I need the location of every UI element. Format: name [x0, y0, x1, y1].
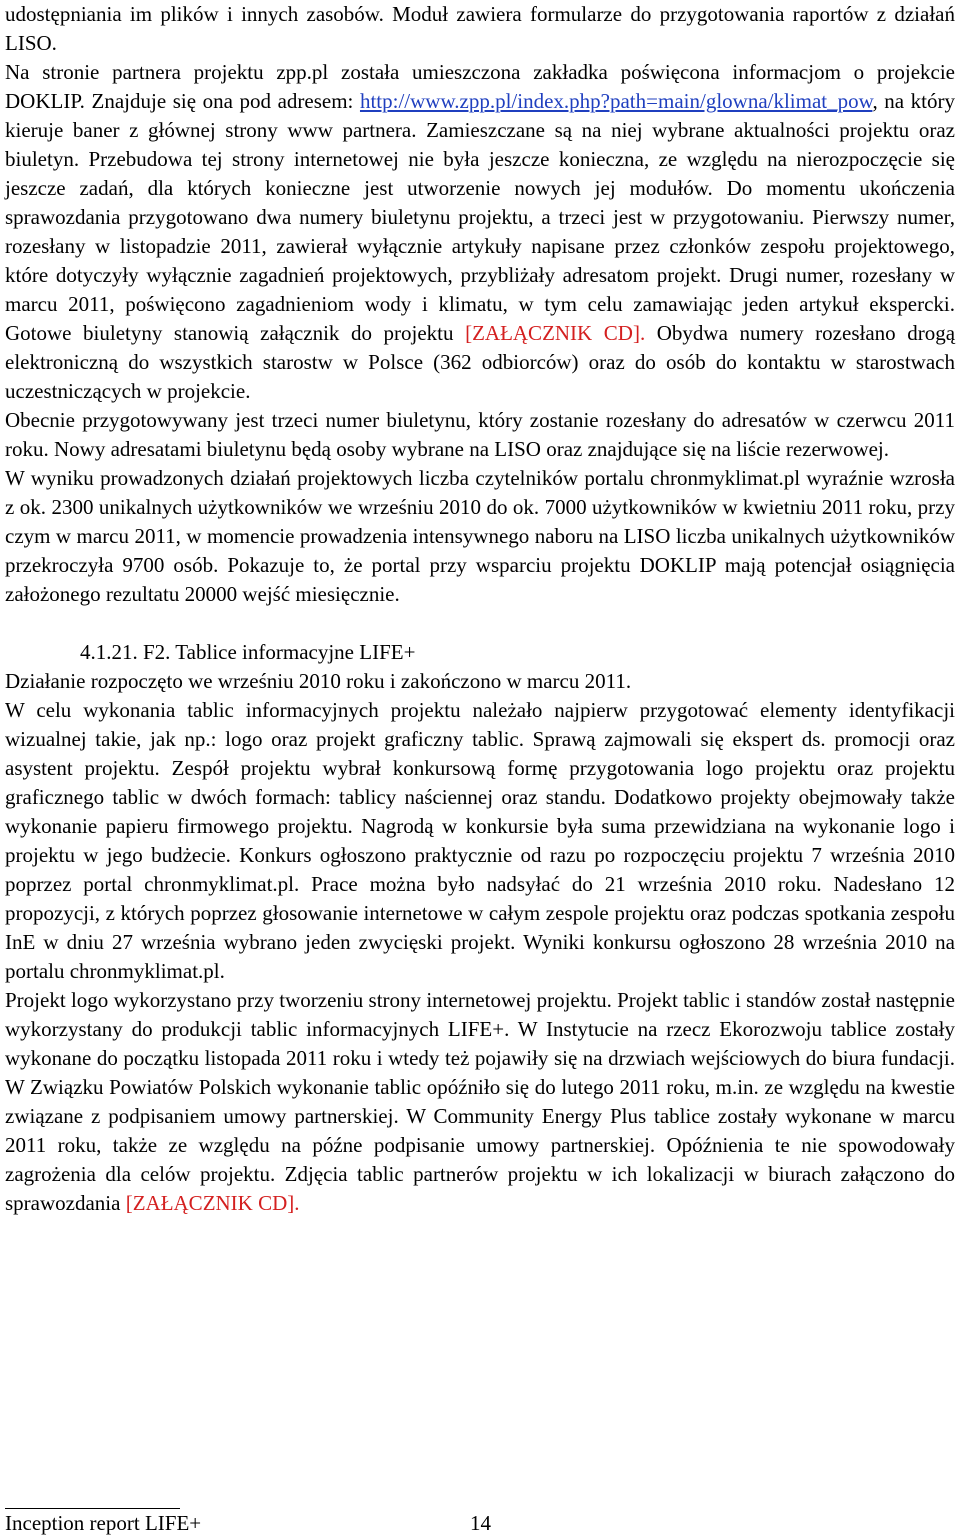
paragraph-text: Działanie rozpoczęto we wrześniu 2010 roku i zakończono w marcu 2011.: [5, 669, 632, 693]
paragraph-third-bulletin: [5, 406, 955, 464]
footer-report-title: Inception report LIFE+: [5, 1511, 202, 1535]
paragraph-text: udostępniania im plików i innych zasobów. Moduł zawiera formularze do przygotowania raportów z działań LISO.: [5, 2, 955, 55]
paragraph-text: W wyniku prowadzonych działań projektowych liczba czytelników portalu chronmyklimat.pl wyraźnie wzrosła z ok. 2300 unikalnych użytkowników we wrześniu 2010 do ok. 7000 użytkowników w kwietniu 2011 roku, przy czym w marcu 2011, w momencie prowadzenia intensywnego naboru na LISO liczba unikalnych użytkowników przekroczyła 9700 osób. Pokazuje to, że portal przy wsparciu projektu DOKLIP mają potencjał osiągnięcia założonego rezultatu 20000 wejść miesięcznie.: [5, 466, 955, 606]
paragraph-liso-module: [5, 0, 955, 58]
attachment-reference: [ZAŁĄCZNIK CD].: [465, 321, 646, 345]
paragraph-boards-production: [5, 986, 955, 1218]
paragraph-partner-website: [5, 58, 955, 406]
blank-line: [5, 609, 955, 638]
document-page: [5, 0, 955, 1218]
paragraph-timeline: [5, 667, 955, 696]
heading-text: 4.1.21. F2. Tablice informacyjne LIFE+: [80, 640, 416, 664]
section-heading: [5, 638, 955, 667]
partner-page-link[interactable]: http://www.zpp.pl/index.php?path=main/glowna/klimat_pow: [359, 89, 873, 113]
paragraph-visual-identity: [5, 696, 955, 986]
footer-page-number: 14: [470, 1511, 491, 1535]
paragraph-text: , na który kieruje baner z głównej strony www partnera. Zamieszczane są na niej wybrane aktualności projektu oraz biuletyn. Przebudowa tej strony internetowej nie była jeszcze konieczna, ze względu na nierozpoczęcie się jeszcze zadań, dla których konieczne jest utworzenie nowych jej modułów. Do momentu ukończenia sprawozdania przygotowano dwa numery biuletynu projektu, a trzeci jest w przygotowaniu. Pierwszy numer, rozesłany w listopadzie 2011, zawierał wyłącznie artykuły napisane przez członków zespołu projektowego, które dotyczyły wyłącznie zagadnień projektowych, przybliżały adresatom projekt. Drugi numer, rozesłany w marcu 2011, poświęcono zagadnieniom wody i klimatu, w tym celu zamawiając jeden artykuł ekspercki. Gotowe biuletyny stanowią załącznik do projektu: [5, 89, 955, 345]
attachment-reference: [ZAŁĄCZNIK CD].: [125, 1191, 300, 1215]
paragraph-text: Obydwa numery rozesłano drogą elektroniczną do wszystkich starostw w Polsce (362 odbiorców) oraz do osób do kontaktu w starostwach uczestniczących w projekcie.: [5, 321, 956, 403]
paragraph-text: W celu wykonania tablic informacyjnych projektu należało najpierw przygotować elementy identyfikacji wizualnej takie, jak np.: logo oraz projekt graficzny tablic. Sprawą zajmowali się ekspert ds. promocji oraz asystent projektu. Zespół projektu wybrał konkursową formę przygotowania logo projektu oraz projektu graficznego tablic w dwóch formach: tablicy naściennej oraz standu. Dodatkowo projekty obejmowały także wykonanie papieru firmowego projektu. Nagrodą w konkursie była suma przewidziana na wykonanie logo i projektu w jego budżecie. Konkurs ogłoszono praktycznie od razu po rozpoczęciu projektu 7 września 2010 poprzez portal chronmyklimat.pl. Prace można było nadsyłać do 21 września 2010 roku. Nadesłano 12 propozycji, z których poprzez głosowanie internetowe w całym zespole projektu oraz podczas spotkania zespołu InE w dniu 27 września wybrano jeden zwycięski projekt. Wyniki konkursu ogłoszono 28 września 2010 na portalu chronmyklimat.pl.: [5, 698, 955, 983]
paragraph-text: Obecnie przygotowywany jest trzeci numer biuletynu, który zostanie rozesłany do adresatów w czerwcu 2011 roku. Nowy adresatami biuletynu będą osoby wybrane na LISO oraz znajdujące się na liście rezerwowej.: [5, 408, 955, 461]
paragraph-portal-readers: [5, 464, 955, 609]
paragraph-text: Na stronie partnera projektu zpp.pl została umieszczona zakładka poświęcona informacjom o projekcie DOKLIP. Znajduje się ona pod adresem:: [5, 60, 955, 113]
paragraph-text: Projekt logo wykorzystano przy tworzeniu strony internetowej projektu. Projekt tablic i standów został następnie wykorzystany do produkcji tablic informacyjnych LIFE+. W Instytucie na rzecz Ekorozwoju tablice zostały wykonane do początku listopada 2011 roku i wtedy też pojawiły się na drzwiach wejściowych do biura fundacji. W Związku Powiatów Polskich wykonanie tablic opóźniło się do lutego 2011 roku, m.in. ze względu na kwestie związane z podpisaniem umowy partnerskiej. W Community Energy Plus tablice zostały wykonane w marcu 2011 roku, także ze względu na późne podpisanie umowy partnerskiej. Opóźnienia te nie spowodowały zagrożenia dla celów projektu. Zdjęcia tablic partnerów projektu w ich lokalizacji w biurach załączono do sprawozdania: [5, 988, 955, 1215]
